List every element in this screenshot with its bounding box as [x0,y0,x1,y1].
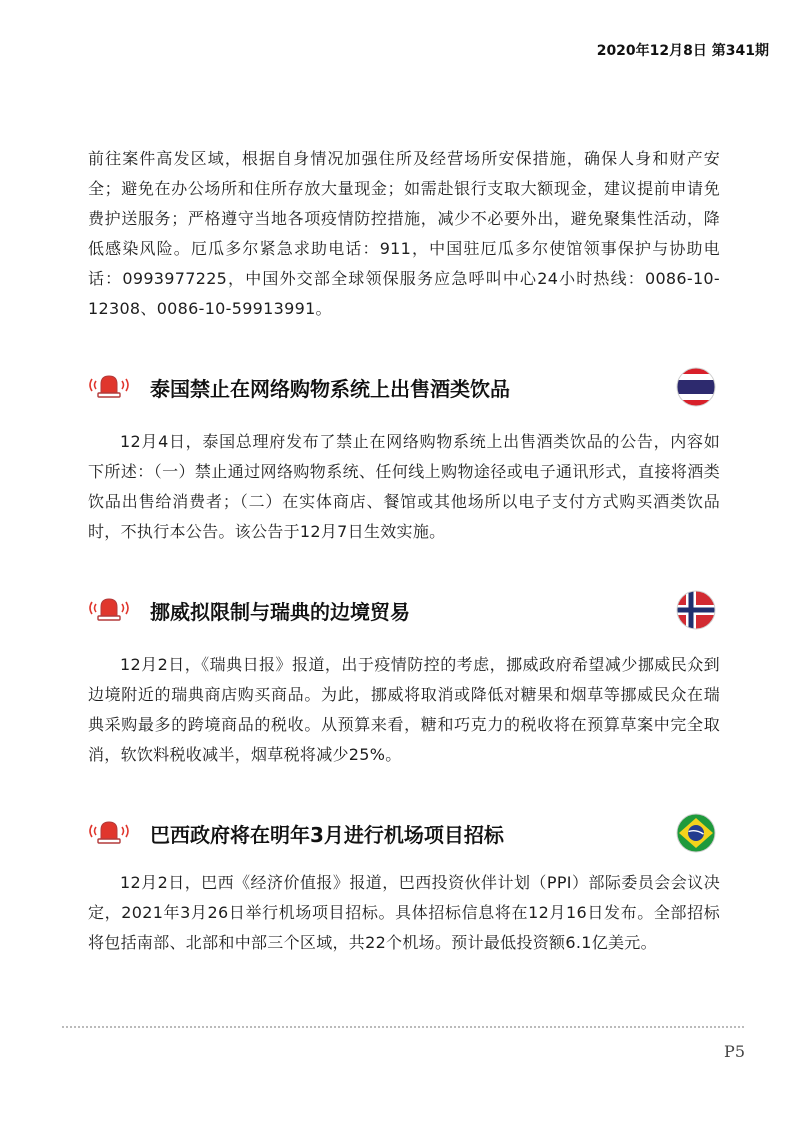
header-date: 2020年12月8日 第341期 [596,43,769,59]
section-header-thailand [86,367,716,407]
section-body: 12月2日，巴西《经济价值报》报道，巴西投资伙伴计划（PPI）部际委员会会议决定，2021年3月26日举行机场项目招标。具体招标信息将在12月16日发布。全部招标将包括南部、北部和中部三个区域，共22个机场。预计最低投资额6.1亿美元。 [88,873,720,952]
section-body: 12月4日，泰国总理府发布了禁止在网络购物系统上出售酒类饮品的公告，内容如下所述：（一）禁止通过网络购物系统、任何线上购物途径或电子通讯形式，直接将酒类饮品出售给消费者；（二）在实体商店、餐馆或其他场所以电子支付方式购买酒类饮品时，不执行本公告。该公告于12月7日生效实施。 [88,432,720,541]
alarm-bell-icon [86,371,132,401]
footer-divider [62,1026,744,1028]
page-number: P5 [724,1042,745,1061]
section-title: 巴西政府将在明年3月进行机场项目招标 [150,823,504,847]
alarm-bell-icon [86,817,132,847]
brazil-flag-icon [676,813,716,853]
section-body: 12月2日，《瑞典日报》报道，出于疫情防控的考虑，挪威政府希望减少挪威民众到边境附近的瑞典商店购买商品。为此，挪威将取消或降低对糖果和烟草等挪威民众在瑞典采购最多的跨境商品的税收。从预算来看，糖和巧克力的税收将在预算草案中完全取消，软饮料税收减半，烟草税将减少25%。 [88,655,720,764]
intro-paragraph: 前往案件高发区域，根据自身情况加强住所及经营场所安保措施，确保人身和财产安全；避免在办公场所和住所存放大量现金；如需赴银行支取大额现金，建议提前申请免费护送服务；严格遵守当地各项疫情防控措施，减少不必要外出，避免聚集性活动，降低感染风险。厄瓜多尔紧急求助电话：911，中国驻厄瓜多尔使馆领事保护与协助电话：0993977225，中国外交部全球领保服务应急呼叫中心24小时热线：0086-10-12308、0086-10-59913991。 [88,149,720,318]
norway-flag-icon [676,590,716,630]
section-header-norway [86,590,716,630]
section-title: 挪威拟限制与瑞典的边境贸易 [150,600,410,624]
section-header-brazil [86,813,716,853]
thailand-flag-icon [676,367,716,407]
section-title: 泰国禁止在网络购物系统上出售酒类饮品 [150,377,510,401]
alarm-bell-icon [86,594,132,624]
